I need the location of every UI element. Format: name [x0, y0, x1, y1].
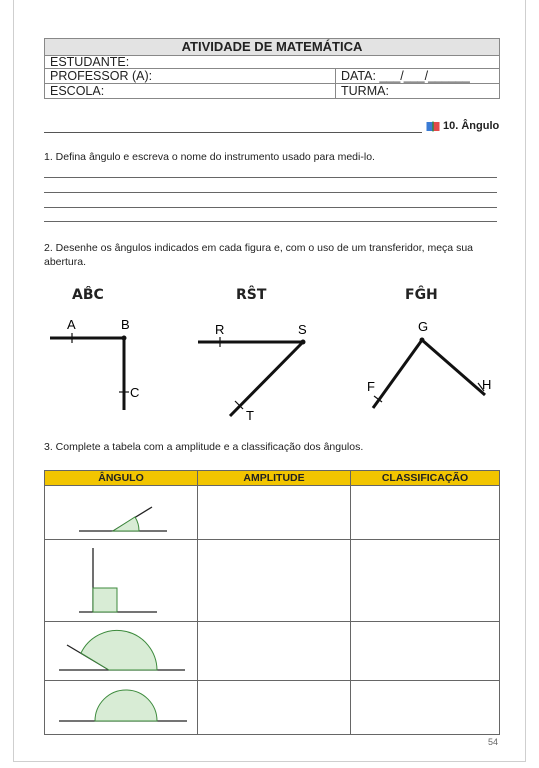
answer-line[interactable]: [44, 177, 497, 178]
classification-cell[interactable]: [351, 540, 500, 622]
question-3-text: 3. Complete a tabela com a amplitude e a classificação dos ângulos.: [44, 441, 364, 453]
teacher-field[interactable]: PROFESSOR (A):: [45, 69, 336, 84]
acute-angle-icon: [45, 486, 195, 536]
amplitude-cell[interactable]: [198, 681, 351, 735]
angles-table: [44, 470, 500, 735]
angle-name-rst: RŜT: [236, 287, 267, 303]
obtuse-angle-icon: [45, 622, 195, 677]
angle-name-fgh: FĜH: [405, 287, 438, 303]
table-row: [45, 681, 500, 735]
point-f-label: F: [367, 379, 375, 394]
class-field[interactable]: TURMA:: [336, 84, 500, 99]
point-s-label: S: [298, 322, 307, 337]
point-t-label: T: [246, 408, 254, 423]
point-c-label: C: [130, 385, 140, 400]
topic-label: 10. Ângulo: [443, 120, 500, 132]
column-header-amplitude: AMPLITUDE: [198, 471, 351, 486]
table-row: [45, 540, 500, 622]
point-r-label: R: [215, 322, 225, 337]
date-label: DATA:: [341, 69, 376, 83]
book-icon: [426, 121, 440, 132]
answer-line[interactable]: [44, 192, 497, 193]
right-angle-icon: [45, 540, 195, 618]
activity-title: ATIVIDADE DE MATEMÁTICA: [45, 39, 500, 56]
angle-cell: [45, 540, 198, 622]
angle-cell: [45, 622, 198, 681]
column-header-angle: ÂNGULO: [45, 471, 198, 486]
amplitude-cell[interactable]: [198, 486, 351, 540]
topic-divider: [44, 132, 422, 133]
classification-cell[interactable]: [351, 486, 500, 540]
angle-cell: [45, 486, 198, 540]
amplitude-cell[interactable]: [198, 540, 351, 622]
question-1-text: 1. Defina ângulo e escreva o nome do instrumento usado para medi-lo.: [44, 151, 375, 163]
figure-fgh[interactable]: [355, 312, 500, 412]
student-field[interactable]: ESTUDANTE:: [45, 56, 500, 69]
answer-line[interactable]: [44, 207, 497, 208]
date-field[interactable]: [336, 69, 500, 84]
table-row: [45, 622, 500, 681]
figure-abc[interactable]: [44, 312, 154, 422]
page-number: 54: [488, 737, 499, 747]
question-2-text: 2. Desenhe os ângulos indicados em cada figura e, com o uso de um transferidor, meça sua abertura.: [44, 242, 473, 268]
column-header-classification: CLASSIFICAÇÃO: [351, 471, 500, 486]
school-field[interactable]: ESCOLA:: [45, 84, 336, 99]
header-table: [44, 38, 500, 99]
figure-rst[interactable]: [190, 312, 320, 427]
classification-cell[interactable]: [351, 622, 500, 681]
angle-name-abc: AB̂C: [72, 287, 104, 303]
classification-cell[interactable]: [351, 681, 500, 735]
point-h-label: H: [482, 377, 492, 392]
point-g-label: G: [418, 319, 429, 334]
point-a-label: A: [67, 317, 76, 332]
topic-heading: [426, 120, 499, 132]
answer-line[interactable]: [44, 221, 497, 222]
table-row: [45, 486, 500, 540]
straight-angle-icon: [45, 681, 195, 731]
point-b-label: B: [121, 317, 130, 332]
amplitude-cell[interactable]: [198, 622, 351, 681]
angle-cell: [45, 681, 198, 735]
date-value: ___/___/______: [379, 69, 470, 83]
